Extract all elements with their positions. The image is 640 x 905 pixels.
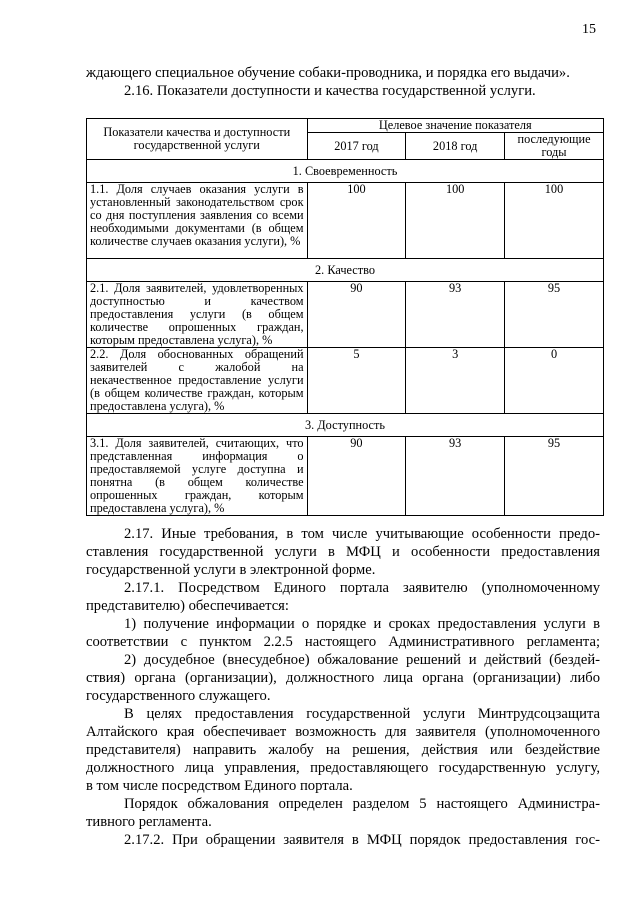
table-row xyxy=(87,282,604,348)
body-line: представителю) обеспечивается: xyxy=(86,598,289,614)
value-2018: 93 xyxy=(406,282,505,348)
value-2017: 90 xyxy=(307,437,406,516)
value-later: 95 xyxy=(505,437,604,516)
value-2017: 5 xyxy=(307,348,406,414)
indicator-description: 3.1. Доля заявителей, считающих, что представленная информация о предоставляемой услуге доступна и понятна (в общем количестве опрошенных граждан, которым предоставлена услуга), % xyxy=(87,437,308,516)
header-2017: 2017 год xyxy=(307,133,406,160)
body-line: 2.17. Иные требования, в том числе учитывающие особенности предо- xyxy=(124,526,600,542)
table-row xyxy=(87,183,604,259)
header-later: последующие годы xyxy=(505,133,604,160)
indicator-description: 2.2. Доля обоснованных обращений заявителей с жалобой на некачественное предоставление услуги (в общем количестве граждан, которым предоставлена услуга), % xyxy=(87,348,308,414)
section-title: 1. Своевременность xyxy=(87,160,604,183)
indicator-description: 1.1. Доля случаев оказания услуги в установленный законодательством срок со дня поступления заявления со всеми необходимыми документами (в общем количестве случаев оказания услуги), % xyxy=(87,183,308,259)
value-2018: 93 xyxy=(406,437,505,516)
intro-line: ждающего специальное обучение собаки-проводника, и порядка его выдачи». xyxy=(86,65,570,81)
section-heading: 2.16. Показатели доступности и качества государственной услуги. xyxy=(124,83,536,99)
body-line: 1) получение информации о порядке и сроках предоставления услуги в xyxy=(124,616,600,632)
value-later: 95 xyxy=(505,282,604,348)
body-line: соответствии с пунктом 2.2.5 настоящего Административного регламента; xyxy=(86,634,600,650)
value-later: 0 xyxy=(505,348,604,414)
body-line: 2.17.2. При обращении заявителя в МФЦ порядок предоставления гос- xyxy=(124,832,600,848)
value-2017: 90 xyxy=(307,282,406,348)
body-line: 2.17.1. Посредством Единого портала заявителю (уполномоченному xyxy=(124,580,600,596)
body-line: В целях предоставления государственной услуги Минтрудсоцзащита xyxy=(124,706,600,722)
body-line: 2) досудебное (внесудебное) обжалование решений и действий (бездей- xyxy=(124,652,600,668)
header-target-value: Целевое значение показателя xyxy=(307,119,603,133)
body-line: должностного лица управления, предоставляющего государственную услугу, xyxy=(86,760,600,776)
value-2018: 100 xyxy=(406,183,505,259)
table-row xyxy=(87,348,604,414)
header-2018: 2018 год xyxy=(406,133,505,160)
value-later: 100 xyxy=(505,183,604,259)
body-line: ставления государственной услуги в МФЦ и особенности предоставления xyxy=(86,544,600,560)
page-number: 15 xyxy=(582,22,596,37)
body-line: Алтайского края обеспечивает возможность для заявителя (уполномоченного xyxy=(86,724,600,740)
header-indicator: Показатели качества и доступности государственной услуги xyxy=(87,119,308,160)
body-line: тивного регламента. xyxy=(86,814,212,830)
table-row xyxy=(87,437,604,516)
body-line: Порядок обжалования определен разделом 5 настоящего Администра- xyxy=(124,796,600,812)
body-line: в том числе посредством Единого портала. xyxy=(86,778,353,794)
value-2017: 100 xyxy=(307,183,406,259)
body-line: государственной услуги в электронной форме. xyxy=(86,562,376,578)
value-2018: 3 xyxy=(406,348,505,414)
body-line: ствия) органа (организации), должностного лица органа (организации) либо xyxy=(86,670,600,686)
section-title: 3. Доступность xyxy=(87,414,604,437)
indicators-table xyxy=(86,118,604,516)
indicator-description: 2.1. Доля заявителей, удовлетворенных доступностью и качеством предоставления услуги (в общем количестве опрошенных граждан, которым предоставлена услуга), % xyxy=(87,282,308,348)
body-line: государственного служащего. xyxy=(86,688,271,704)
section-title: 2. Качество xyxy=(87,259,604,282)
body-line: представителя) направить жалобу на решения, действия или бездействие xyxy=(86,742,600,758)
